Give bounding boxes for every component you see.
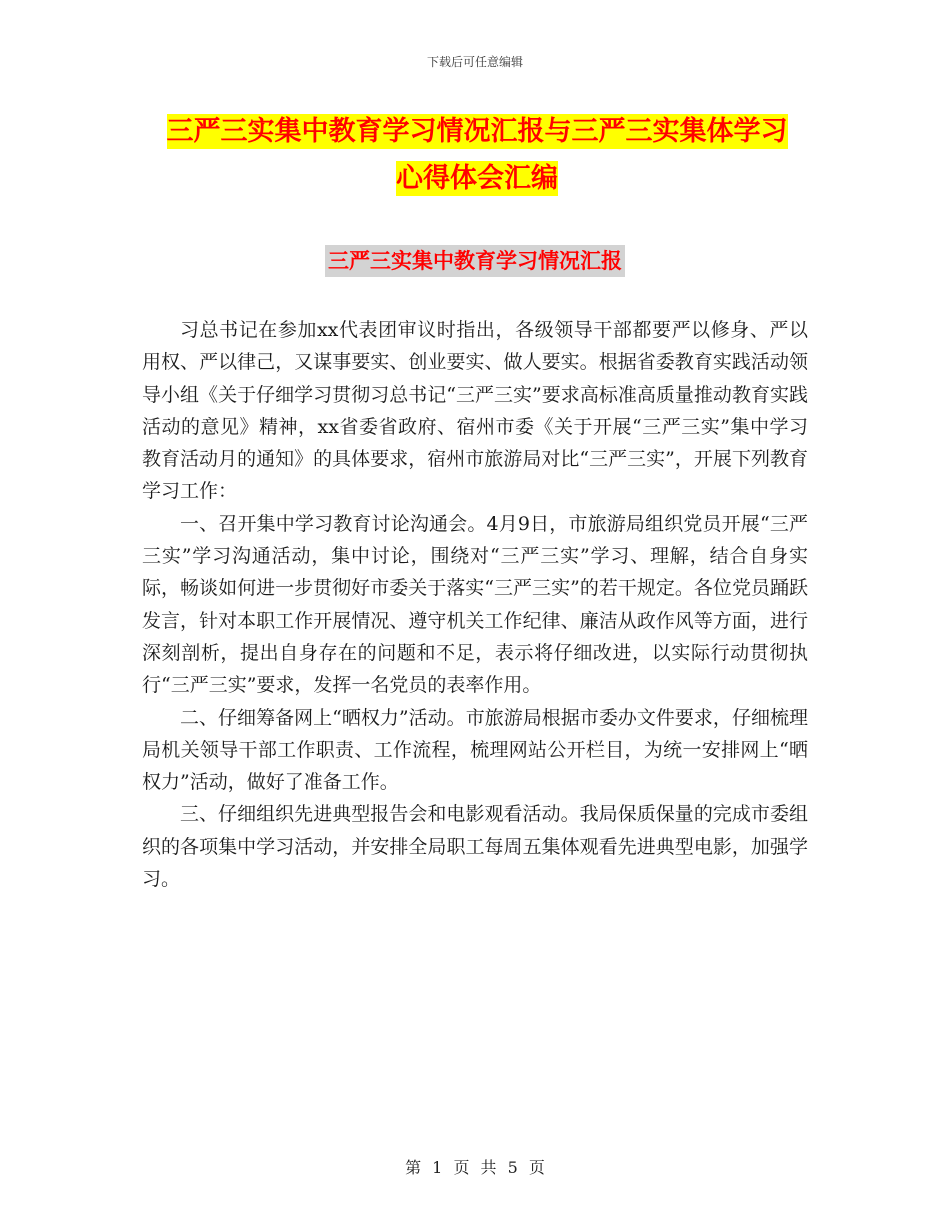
- paragraph-item-1: 一、召开集中学习教育讨论沟通会。4月9日，市旅游局组织党员开展“三严三实”学习沟通活动，集中讨论，围绕对“三严三实”学习、理解，结合自身实际，畅谈如何进一步贯彻好市委关于落实“三严三实”的若干规定。各位党员踊跃发言，针对本职工作开展情况、遵守机关工作纪律、廉洁从政作风等方面，进行深刻剖析，提出自身存在的问题和不足，表示将仔细改进，以实际行动贯彻执行“三严三实”要求，发挥一名党员的表率作用。: [142, 512, 808, 697]
- section-title-text: 三严三实集中教育学习情况汇报: [325, 245, 625, 277]
- title-line-2: 心得体会汇编: [396, 163, 558, 194]
- document-title: [142, 108, 812, 202]
- body-text: [142, 314, 808, 895]
- paragraph-item-3: 三、仔细组织先进典型报告会和电影观看活动。我局保质保量的完成市委组织的各项集中学习活动，并安排全局职工每周五集体观看先进典型电影，加强学习。: [142, 803, 808, 891]
- paragraph-item-2: 二、仔细筹备网上“晒权力”活动。市旅游局根据市委办文件要求，仔细梳理局机关领导干部工作职责、工作流程，梳理网站公开栏目，为统一安排网上“晒权力”活动，做好了准备工作。: [142, 706, 808, 794]
- header-note: 下载后可任意编辑: [426, 55, 523, 69]
- paragraph-intro: 习总书记在参加xx代表团审议时指出，各级领导干部都要严以修身、严以用权、严以律己，又谋事要实、创业要实、做人要实。根据省委教育实践活动领导小组《关于仔细学习贯彻习总书记“三严三实”要求高标准高质量推动教育实践活动的意见》精神，xx省委省政府、宿州市委《关于开展“三严三实”集中学习教育活动月的通知》的具体要求，宿州市旅游局对比“三严三实”，开展下列教育学习工作：: [142, 319, 808, 503]
- title-line-1: 三严三实集中教育学习情况汇报与三严三实集体学习: [166, 116, 788, 147]
- section-title: [0, 245, 950, 275]
- page-indicator: 第 1 页 共 5 页: [405, 1158, 545, 1177]
